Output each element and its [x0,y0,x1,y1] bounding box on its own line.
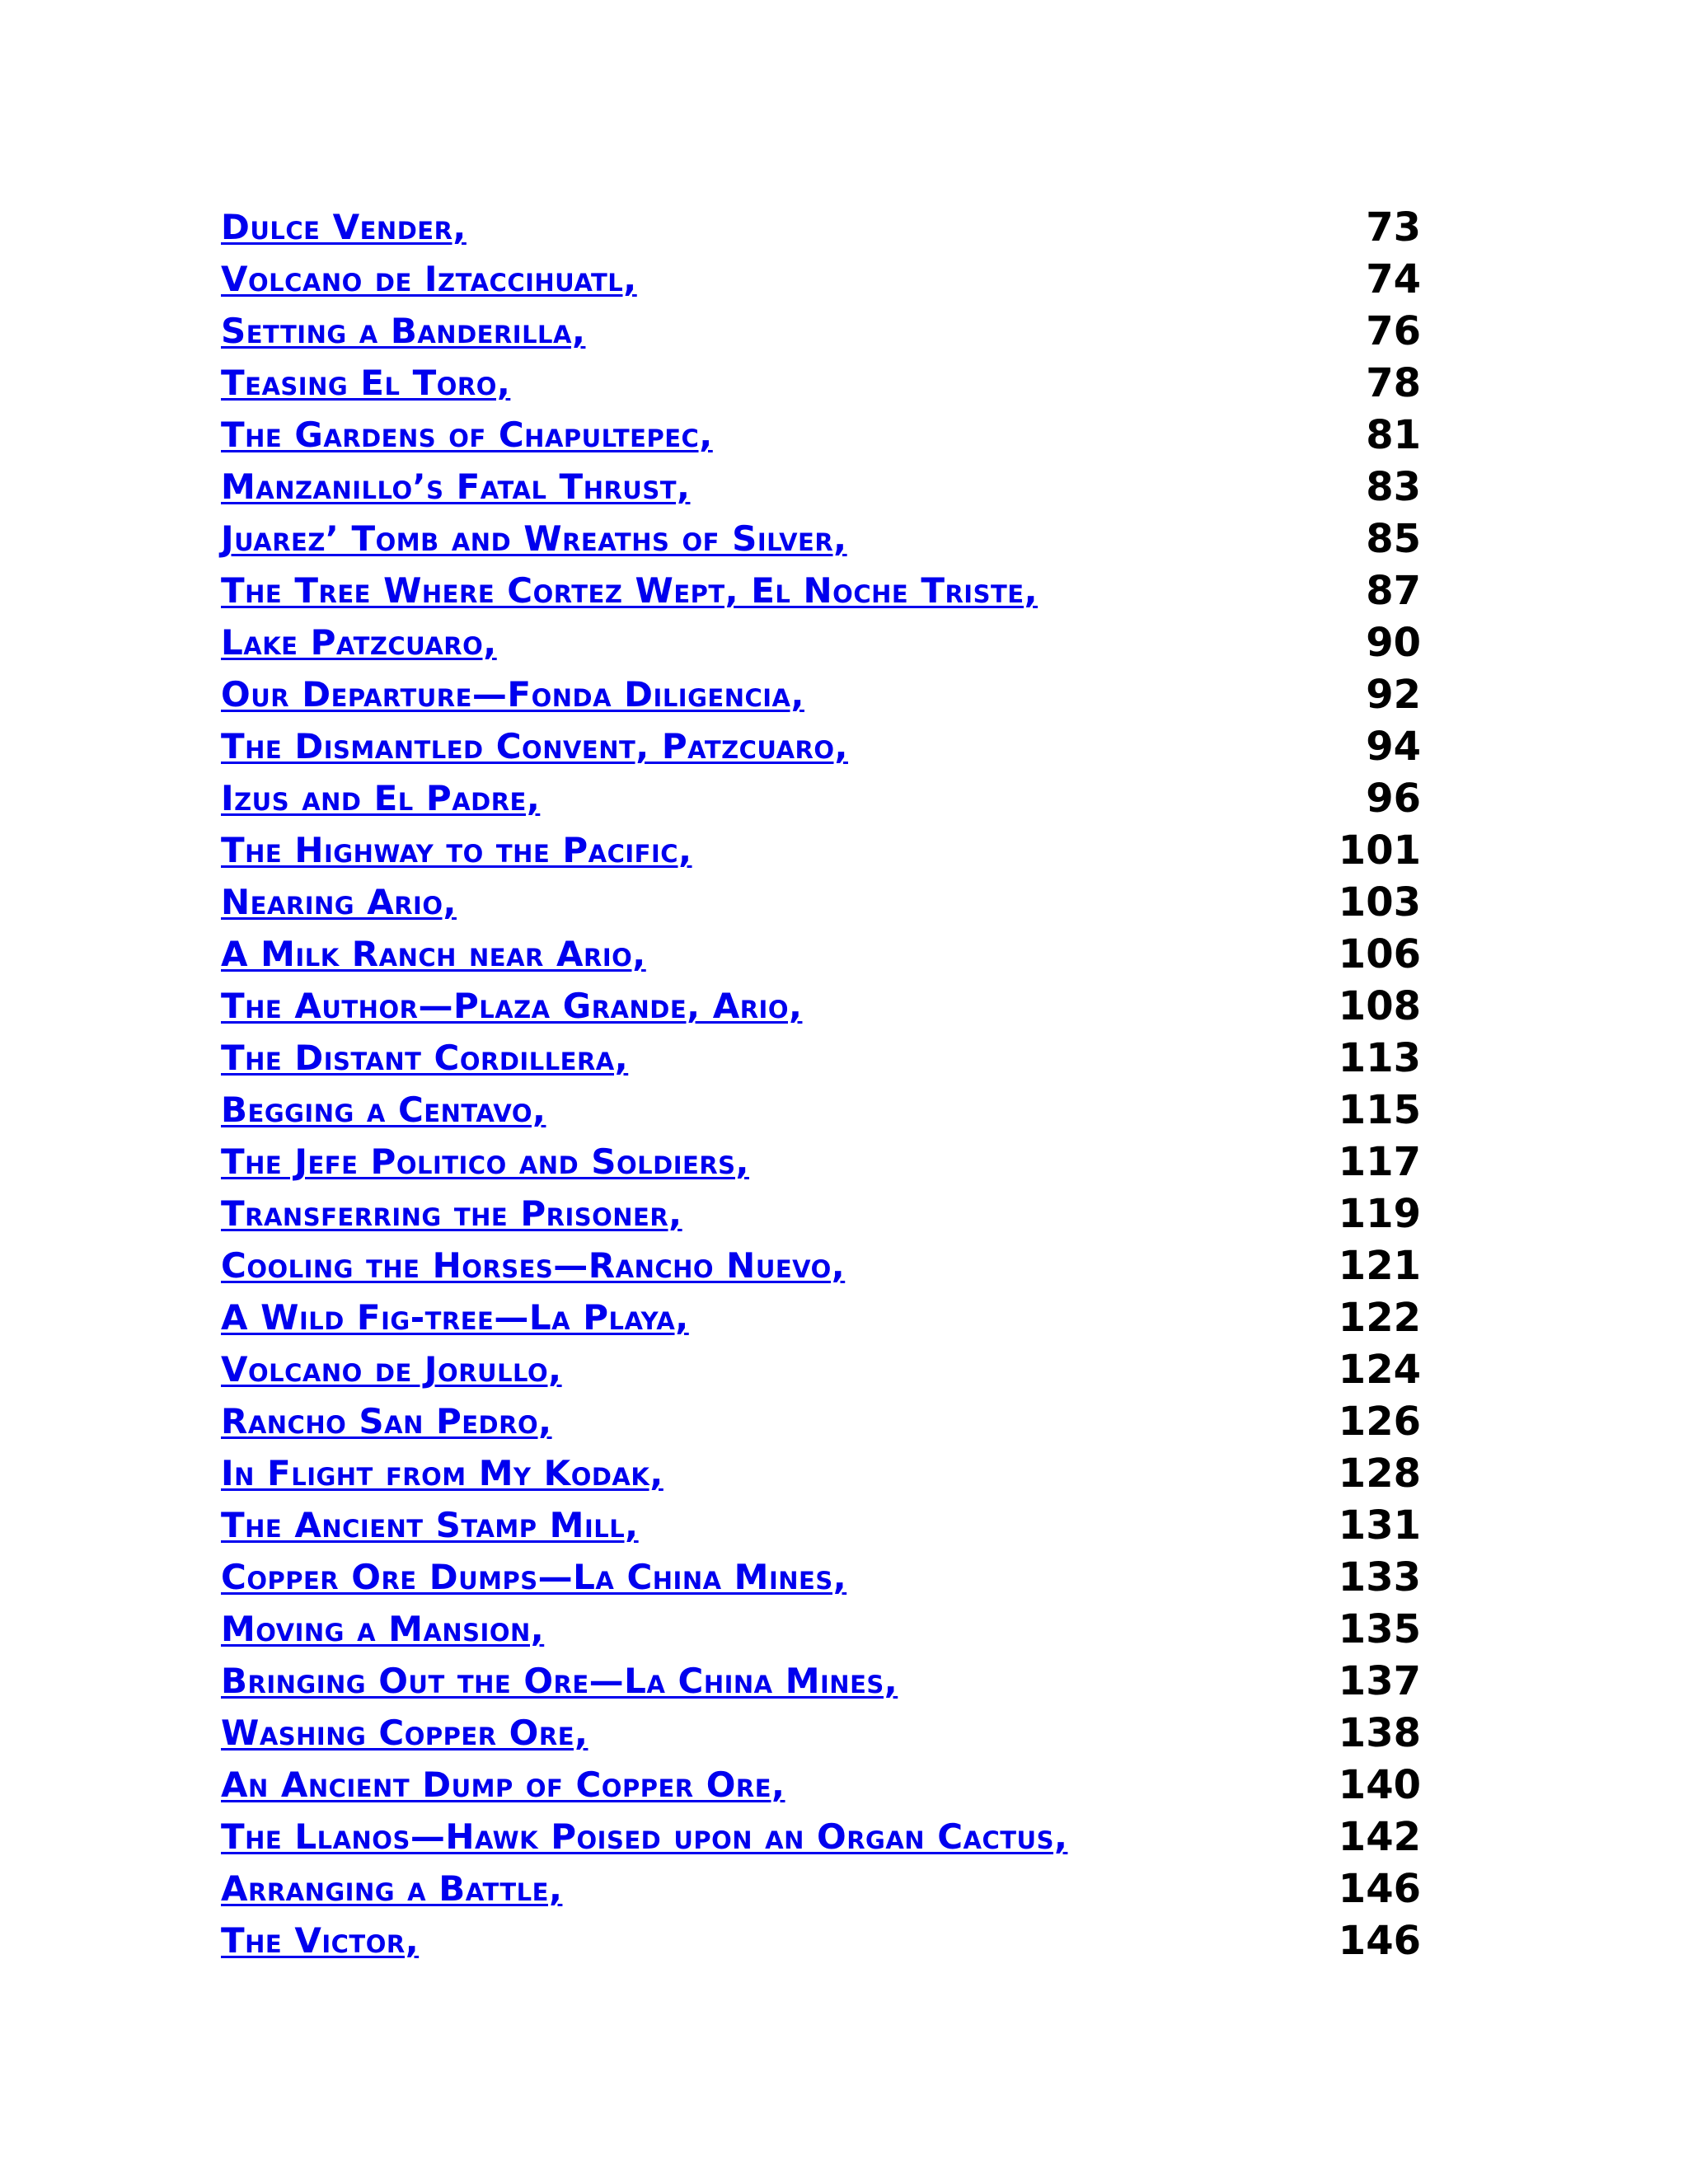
page-number: 81 [1366,411,1421,458]
toc-entry-link[interactable]: Volcano de Jorullo, [221,1349,562,1390]
toc-entry [221,409,1421,461]
toc-entry [221,253,1421,305]
toc-entry [221,928,1421,980]
page-number: 126 [1338,1398,1421,1445]
page-number: 90 [1366,619,1421,666]
toc-entry-link[interactable]: In Flight from My Kodak, [221,1453,663,1493]
toc-entry [221,1136,1421,1188]
toc-entry-link[interactable]: Dulce Vender, [221,207,467,247]
toc-entry-link[interactable]: The Tree Where Cortez Wept, El Noche Triste, [221,570,1039,611]
toc-entry-link[interactable]: The Victor, [221,1920,420,1961]
toc-entry [221,772,1421,824]
toc-entry [221,720,1421,772]
toc-entry [221,1395,1421,1447]
page-number: 113 [1338,1034,1421,1081]
toc-entry-link[interactable]: Bringing Out the Ore—La China Mines, [221,1661,898,1701]
illustrations-list [221,201,1421,1966]
toc-entry-link[interactable]: Transferring the Prisoner, [221,1193,682,1234]
toc-entry [221,1447,1421,1499]
page-number: 74 [1366,255,1421,302]
toc-entry-link[interactable]: A Wild Fig-tree—La Playa, [221,1297,689,1338]
page-number: 92 [1366,671,1421,718]
toc-entry [221,668,1421,720]
toc-entry [221,305,1421,357]
toc-entry-link[interactable]: Begging a Centavo, [221,1090,546,1130]
page-number: 85 [1366,515,1421,562]
page-number: 115 [1338,1086,1421,1133]
page-number: 140 [1338,1761,1421,1808]
page-number: 78 [1366,359,1421,406]
toc-entry-link[interactable]: Juarez’ Tomb and Wreaths of Silver, [221,518,847,559]
toc-entry-link[interactable]: A Milk Ranch near Ario, [221,934,646,974]
toc-entry-link[interactable]: The Highway to the Pacific, [221,830,692,870]
toc-entry-link[interactable]: Lake Patzcuaro, [221,622,497,663]
toc-entry [221,1499,1421,1551]
page-number: 128 [1338,1450,1421,1497]
toc-entry-link[interactable]: Nearing Ario, [221,882,457,922]
page-number: 76 [1366,307,1421,354]
toc-entry-link[interactable]: Rancho San Pedro, [221,1401,552,1441]
page-number: 94 [1366,723,1421,770]
toc-entry-link[interactable]: Moving a Mansion, [221,1609,545,1649]
toc-entry [221,1240,1421,1291]
page-number: 122 [1338,1294,1421,1341]
toc-entry [221,824,1421,876]
toc-entry [221,1084,1421,1136]
toc-entry-link[interactable]: Copper Ore Dumps—La China Mines, [221,1557,847,1597]
page-number: 101 [1338,827,1421,874]
page-number: 73 [1366,204,1421,251]
page-number: 117 [1338,1138,1421,1185]
toc-entry-link[interactable]: Arranging a Battle, [221,1868,563,1909]
page-number: 106 [1338,930,1421,977]
toc-entry [221,513,1421,565]
toc-entry [221,1811,1421,1863]
page-number: 138 [1338,1709,1421,1756]
toc-entry [221,565,1421,616]
toc-entry [221,1603,1421,1655]
toc-entry [221,461,1421,513]
toc-entry-link[interactable]: The Jefe Politico and Soldiers, [221,1141,749,1182]
toc-entry-link[interactable]: Volcano de Iztaccihuatl, [221,259,637,299]
page-number: 131 [1338,1502,1421,1549]
page-number: 135 [1338,1605,1421,1652]
toc-entry-link[interactable]: Manzanillo’s Fatal Thrust, [221,466,691,507]
toc-entry-link[interactable]: The Author—Plaza Grande, Ario, [221,986,803,1026]
toc-entry [221,1032,1421,1084]
toc-entry-link[interactable]: The Distant Cordillera, [221,1038,629,1078]
toc-entry [221,616,1421,668]
toc-entry-link[interactable]: Teasing El Toro, [221,363,511,403]
toc-entry-link[interactable]: An Ancient Dump of Copper Ore, [221,1765,785,1805]
toc-entry [221,1655,1421,1707]
toc-entry [221,1291,1421,1343]
toc-entry [221,1188,1421,1240]
toc-entry-link[interactable]: The Gardens of Chapultepec, [221,415,713,455]
toc-entry-link[interactable]: Cooling the Horses—Rancho Nuevo, [221,1245,846,1286]
page-number: 124 [1338,1346,1421,1393]
toc-entry [221,1915,1421,1966]
page-number: 146 [1338,1865,1421,1912]
page-number: 133 [1338,1554,1421,1601]
toc-entry-link[interactable]: The Dismantled Convent, Patzcuaro, [221,726,848,766]
page-number: 119 [1338,1190,1421,1237]
toc-entry-link[interactable]: Our Departure—Fonda Diligencia, [221,674,804,715]
page-number: 146 [1338,1917,1421,1964]
toc-entry [221,1863,1421,1915]
page-number: 142 [1338,1813,1421,1860]
toc-entry [221,1343,1421,1395]
toc-entry [221,1707,1421,1759]
page-number: 87 [1366,567,1421,614]
page-number: 108 [1338,982,1421,1029]
page-number: 83 [1366,463,1421,510]
page-number: 121 [1338,1242,1421,1289]
toc-entry [221,201,1421,253]
toc-entry [221,876,1421,928]
toc-entry [221,980,1421,1032]
toc-entry [221,1551,1421,1603]
toc-entry-link[interactable]: The Llanos—Hawk Poised upon an Organ Cactus, [221,1816,1068,1857]
page-number: 137 [1338,1657,1421,1704]
toc-entry [221,357,1421,409]
page-number: 103 [1338,879,1421,926]
page-number: 96 [1366,775,1421,822]
toc-entry-link[interactable]: Washing Copper Ore, [221,1713,588,1753]
toc-entry-link[interactable]: The Ancient Stamp Mill, [221,1505,639,1545]
toc-entry-link[interactable]: Izus and El Padre, [221,778,541,818]
toc-entry [221,1759,1421,1811]
toc-entry-link[interactable]: Setting a Banderilla, [221,311,586,351]
